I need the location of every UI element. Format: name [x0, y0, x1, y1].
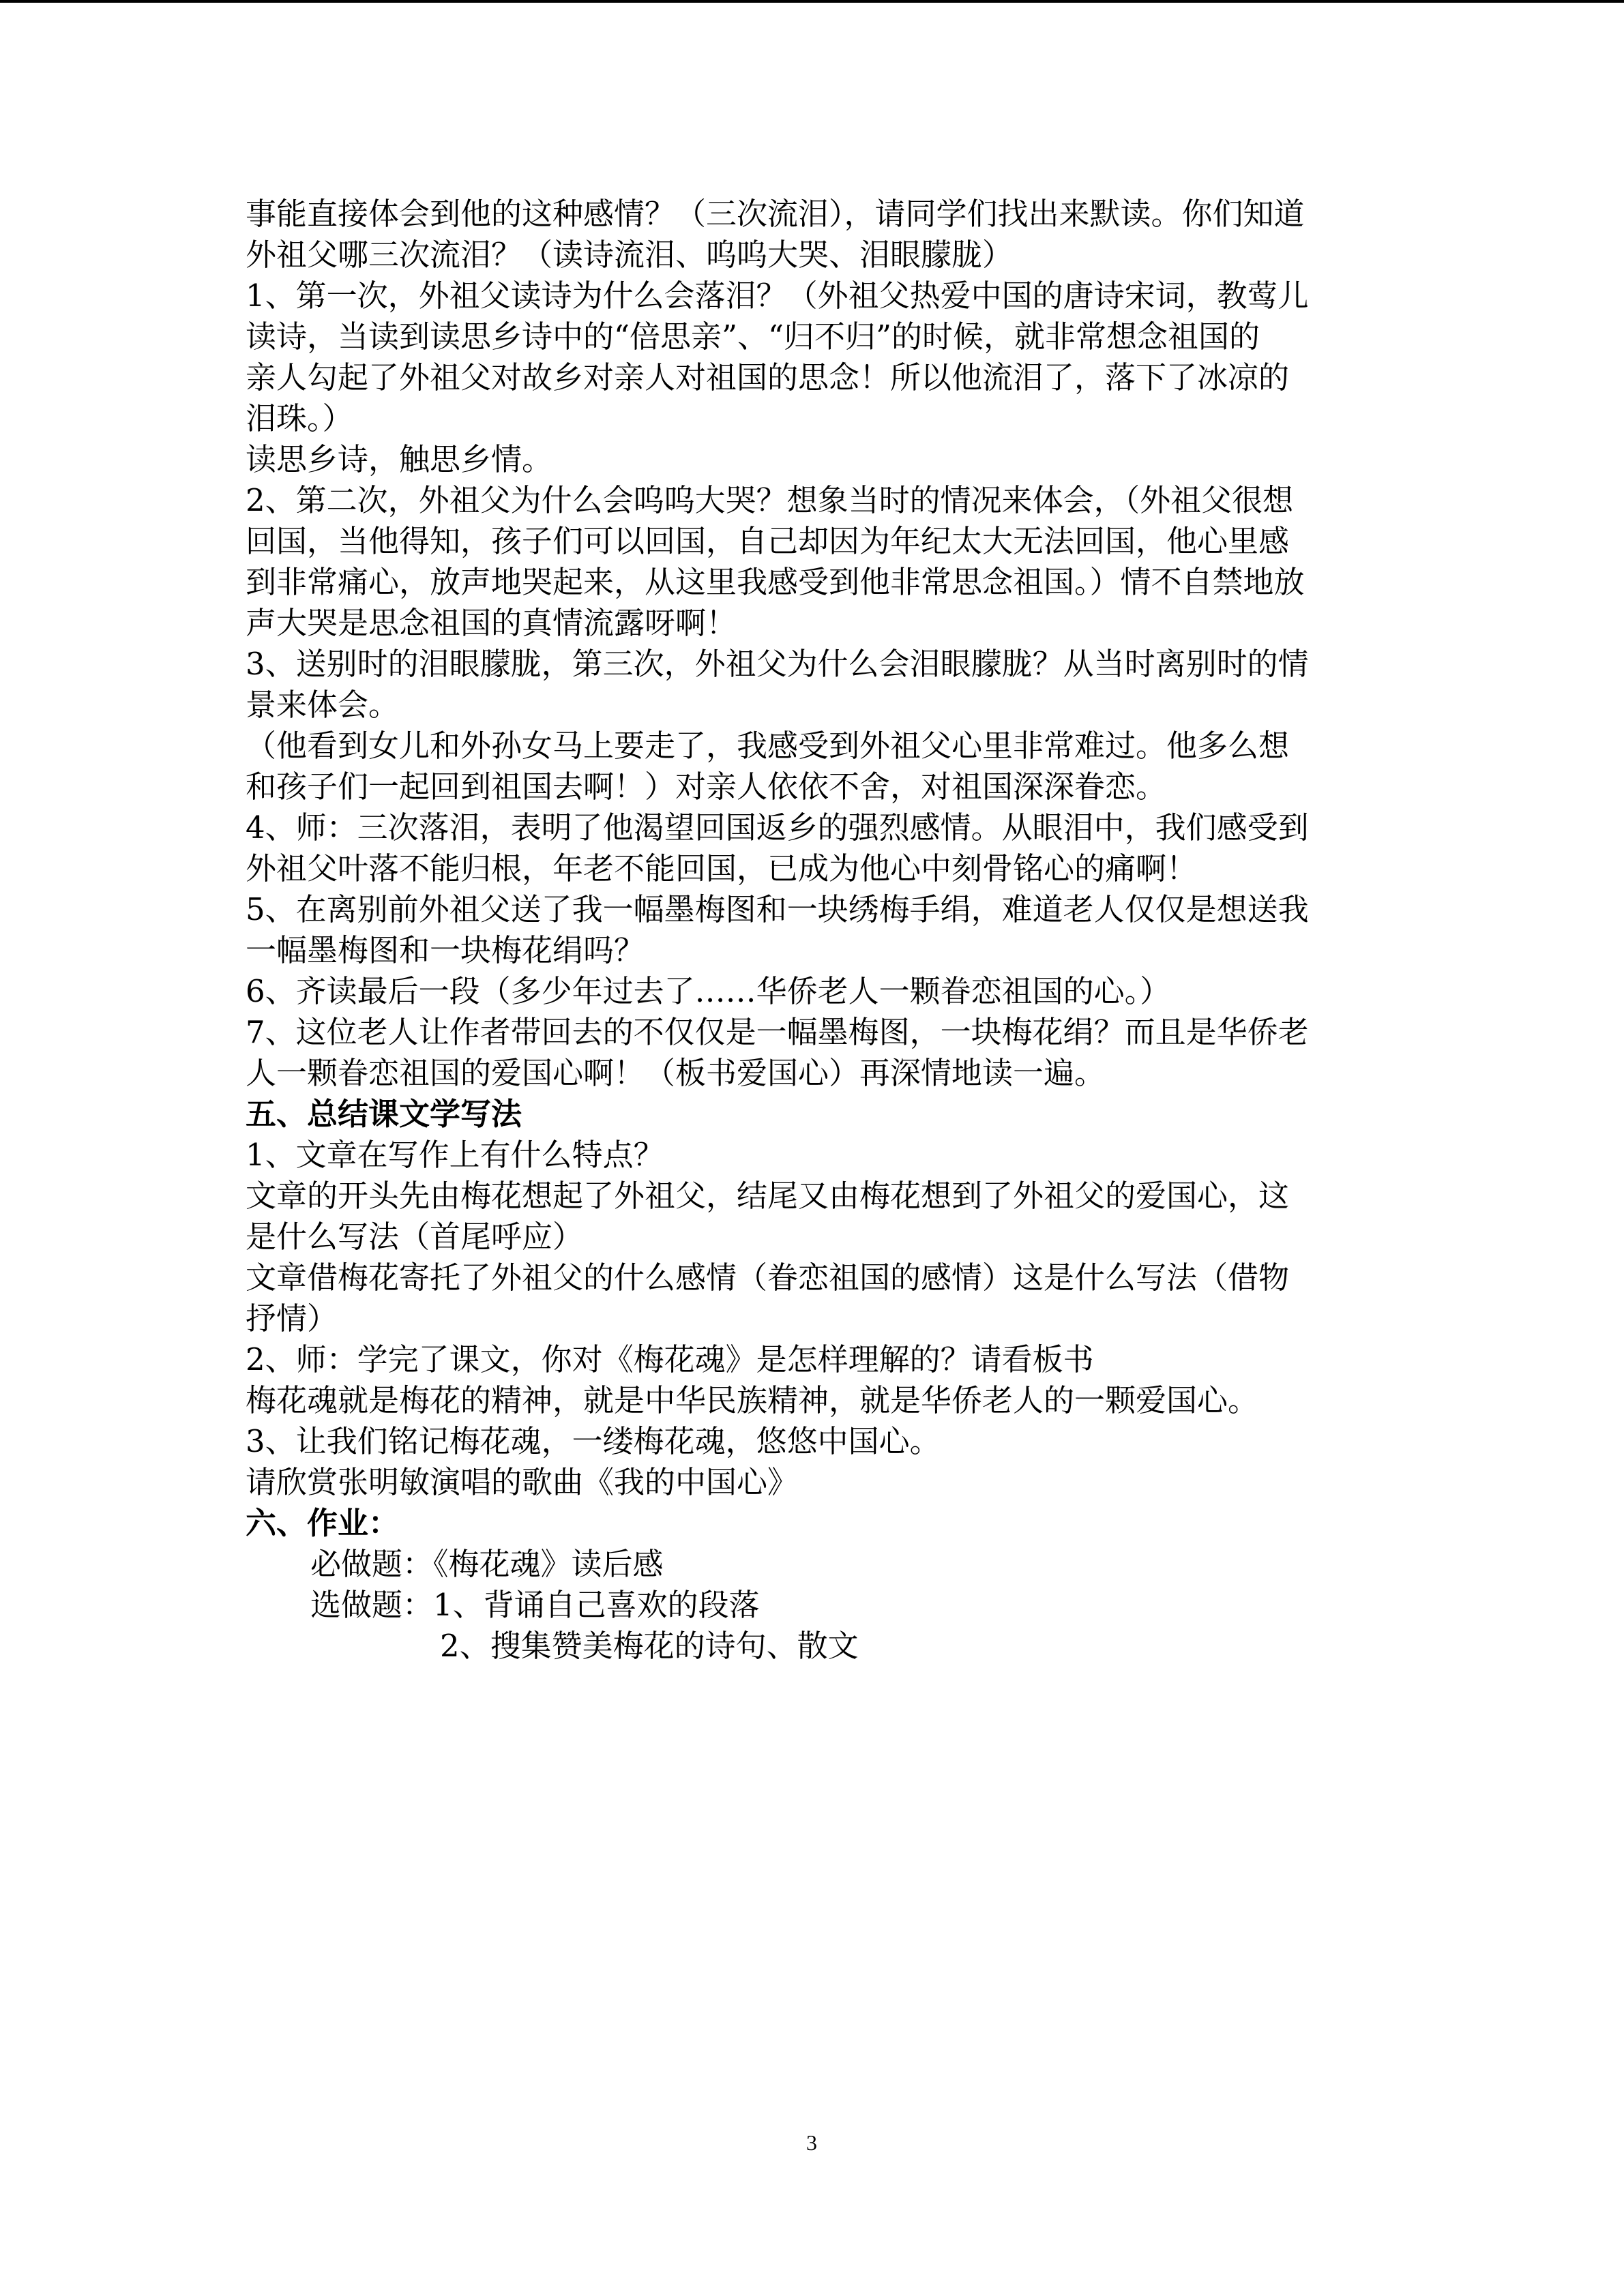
text-line: 声大哭是思念祖国的真情流露呀啊！ — [246, 605, 737, 641]
text-line: 请欣赏张明敏演唱的歌曲《我的中国心》 — [246, 1464, 799, 1500]
text-line: 和孩子们一起回到祖国去啊！）对亲人依依不舍，对祖国深深眷恋。 — [246, 769, 1167, 805]
text-line: 文章借梅花寄托了外祖父的什么感情（眷恋祖国的感情）这是什么写法（借物 — [246, 1259, 1290, 1296]
text-line: 是什么写法（首尾呼应） — [246, 1219, 584, 1255]
section-heading: 五、总结课文学写法 — [246, 1096, 522, 1132]
top-border-line — [0, 0, 1624, 3]
text-line: 6、齐读最后一段（多少年过去了……华侨老人一颗眷恋祖国的心。） — [246, 973, 1171, 1009]
text-line: 4、师：三次落泪，表明了他渴望回国返乡的强烈感情。从眼泪中，我们感受到 — [246, 809, 1309, 846]
text-line: 2、第二次，外祖父为什么会呜呜大哭？想象当时的情况来体会，（外祖父很想 — [246, 482, 1294, 518]
text-line: 3、让我们铭记梅花魂，一缕梅花魂，悠悠中国心。 — [246, 1423, 941, 1459]
text-line: 1、文章在写作上有什么特点？ — [246, 1137, 664, 1173]
text-line: 1、第一次，外祖父读诗为什么会落泪？（外祖父热爱中国的唐诗宋词，教莺儿 — [246, 278, 1309, 314]
text-line: 外祖父哪三次流泪？（读诗流泪、呜呜大哭、泪眼朦胧） — [246, 237, 1014, 273]
text-line: 泪珠。） — [246, 400, 353, 436]
text-line: 事能直接体会到他的这种感情？（三次流泪），请同学们找出来默读。你们知道 — [246, 196, 1305, 232]
text-line: 到非常痛心，放声地哭起来，从这里我感受到他非常思念祖国。）情不自禁地放 — [246, 564, 1305, 600]
text-line: 抒情） — [246, 1300, 338, 1337]
section-heading: 六、作业： — [246, 1505, 400, 1541]
text-line: 回国，当他得知，孩子们可以回国，自己却因为年纪太大无法回国，他心里感 — [246, 523, 1290, 559]
text-line: 5、在离别前外祖父送了我一幅墨梅图和一块绣梅手绢，难道老人仅仅是想送我 — [246, 891, 1309, 927]
text-line: 人一颗眷恋祖国的爱国心啊！（板书爱国心）再深情地读一遍。 — [246, 1055, 1106, 1091]
text-line: 景来体会。 — [246, 687, 400, 723]
text-line: 外祖父叶落不能归根，年老不能回国，已成为他心中刻骨铭心的痛啊！ — [246, 850, 1198, 886]
text-line: 2、师：学完了课文，你对《梅花魂》是怎样理解的？请看板书 — [246, 1341, 1094, 1377]
homework-optional-2: 2、搜集赞美梅花的诗句、散文 — [440, 1628, 859, 1664]
text-line: 7、这位老人让作者带回去的不仅仅是一幅墨梅图，一块梅花绢？而且是华侨老 — [246, 1014, 1309, 1050]
text-line: 梅花魂就是梅花的精神，就是中华民族精神，就是华侨老人的一颗爱国心。 — [246, 1382, 1259, 1418]
homework-required: 必做题：《梅花魂》读后感 — [310, 1546, 664, 1582]
text-line: 亲人勾起了外祖父对故乡对亲人对祖国的思念！所以他流泪了，落下了冰凉的 — [246, 359, 1290, 396]
text-line: 一幅墨梅图和一块梅花绢吗？ — [246, 932, 645, 968]
document-body — [246, 194, 1378, 1667]
text-line: （他看到女儿和外孙女马上要走了，我感受到外祖父心里非常难过。他多么想 — [246, 728, 1290, 764]
text-line: 3、送别时的泪眼朦胧，第三次，外祖父为什么会泪眼朦胧？从当时离别时的情 — [246, 646, 1309, 682]
homework-optional-1: 选做题：1、背诵自己喜欢的段落 — [310, 1587, 760, 1623]
text-line: 读诗，当读到读思乡诗中的“倍思亲”、“归不归”的时候，就非常想念祖国的 — [246, 318, 1260, 355]
page-number: 3 — [806, 2130, 817, 2155]
text-line: 读思乡诗，触思乡情。 — [246, 441, 553, 477]
text-line: 文章的开头先由梅花想起了外祖父，结尾又由梅花想到了外祖父的爱国心，这 — [246, 1178, 1290, 1214]
